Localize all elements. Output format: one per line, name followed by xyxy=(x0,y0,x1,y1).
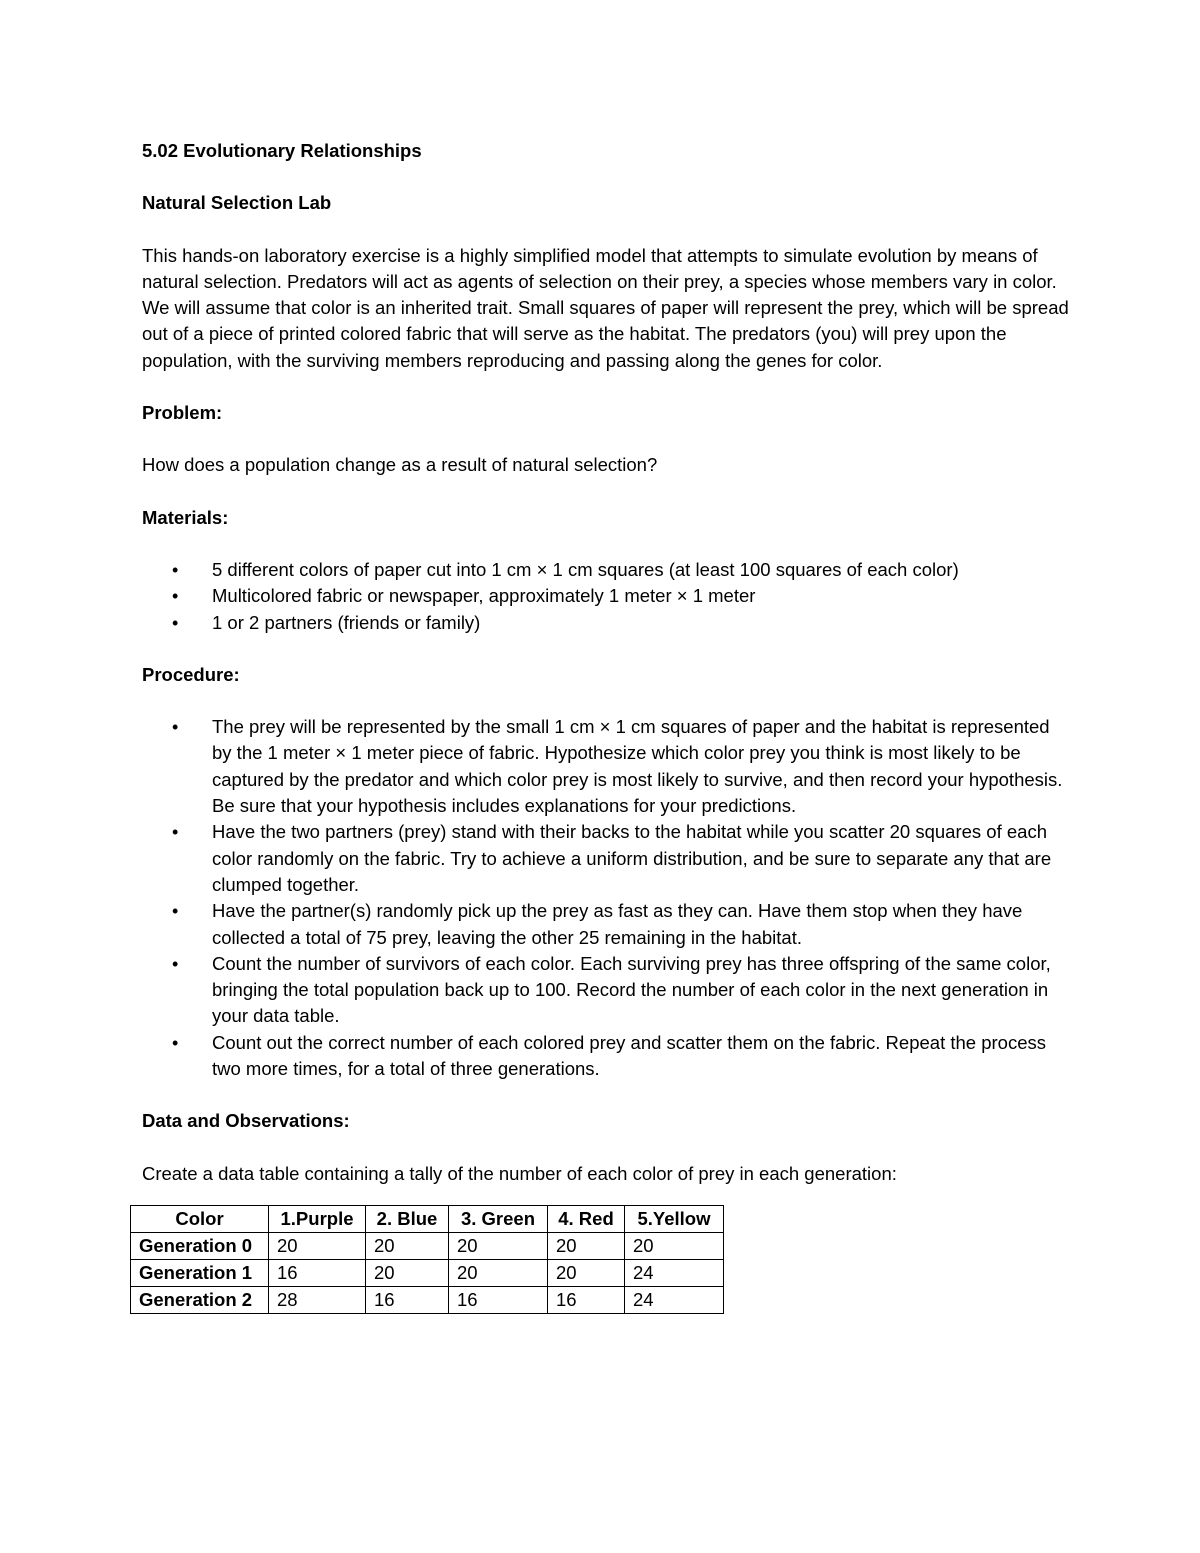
table-header-cell: 1.Purple xyxy=(269,1205,366,1232)
bullet-icon: • xyxy=(172,901,179,922)
data-heading: Data and Observations: xyxy=(142,1110,350,1132)
list-item: • Have the two partners (prey) stand with their backs to the habitat while you scatter 20 squares of each color randomly on the fabric. Try to achieve a uniform distribution, and be sure to separate any that are clumped together. xyxy=(172,821,1052,895)
table-cell: 16 xyxy=(449,1286,548,1313)
procedure-heading: Procedure: xyxy=(142,663,240,685)
problem-heading: Problem: xyxy=(142,402,223,424)
table-cell: 20 xyxy=(366,1232,449,1259)
list-item: • The prey will be represented by the small 1 cm × 1 cm squares of paper and the habitat is represented by the 1 meter × 1 meter piece of fabric. Hypothesize which color prey you think is most likely to be captured by the predator and which color prey is most likely to survive, and then record your hypothesis. Be sure that your hypothesis includes explanations for your predictions. xyxy=(172,716,1063,817)
list-item: • Multicolored fabric or newspaper, approximately 1 meter × 1 meter xyxy=(142,583,1072,609)
table-header-cell: Color xyxy=(131,1205,269,1232)
list-item: • 1 or 2 partners (friends or family) xyxy=(142,610,1072,636)
table-cell: 20 xyxy=(625,1232,724,1259)
document-title: 5.02 Evolutionary Relationships xyxy=(142,140,422,161)
bullet-icon: • xyxy=(172,822,179,843)
row-label: Generation 2 xyxy=(131,1286,269,1313)
table-cell: 28 xyxy=(269,1286,366,1313)
procedure-list xyxy=(142,714,1072,1082)
bullet-icon: • xyxy=(172,586,179,607)
table-cell: 20 xyxy=(449,1259,548,1286)
data-instruction: Create a data table containing a tally of the number of each color of prey in each generation: xyxy=(142,1162,897,1184)
table-cell: 16 xyxy=(269,1259,366,1286)
lab-subtitle: Natural Selection Lab xyxy=(142,192,332,214)
table-cell: 24 xyxy=(625,1286,724,1313)
bullet-icon: • xyxy=(172,1032,179,1053)
bullet-icon: • xyxy=(172,559,179,580)
row-label: Generation 1 xyxy=(131,1259,269,1286)
table-header-cell: 4. Red xyxy=(548,1205,625,1232)
list-item: • 5 different colors of paper cut into 1 cm × 1 cm squares (at least 100 squares of each color) xyxy=(142,557,1072,583)
materials-list xyxy=(142,557,1072,636)
table-header-cell: 5.Yellow xyxy=(625,1205,724,1232)
materials-heading: Materials: xyxy=(142,506,229,528)
table-cell: 20 xyxy=(449,1232,548,1259)
table-cell: 20 xyxy=(548,1232,625,1259)
problem-text: How does a population change as a result of natural selection? xyxy=(142,454,658,476)
table-row xyxy=(131,1259,724,1286)
table-cell: 16 xyxy=(548,1286,625,1313)
list-item: • Count out the correct number of each colored prey and scatter them on the fabric. Repeat the process two more times, for a total of three generations. xyxy=(172,1031,1046,1080)
document-page xyxy=(139,138,1072,1314)
table-cell: 16 xyxy=(366,1286,449,1313)
list-item: • Count the number of survivors of each color. Each surviving prey has three offspring of the same color, bringing the total population back up to 100. Record the number of each color in the next generation in your data table. xyxy=(172,952,1051,1027)
table-header-row xyxy=(131,1205,724,1232)
table-row xyxy=(131,1232,724,1259)
list-item: • Have the partner(s) randomly pick up the prey as fast as they can. Have them stop when they have collected a total of 75 prey, leaving the other 25 remaining in the habitat. xyxy=(172,900,1023,948)
bullet-icon: • xyxy=(172,717,179,738)
table-header-cell: 2. Blue xyxy=(366,1205,449,1232)
table-cell: 20 xyxy=(366,1259,449,1286)
bullet-icon: • xyxy=(172,953,179,974)
intro-paragraph: This hands-on laboratory exercise is a highly simplified model that attempts to simulate evolution by means of natural selection. Predators will act as agents of selection on their prey, a species whose members vary in color. We will assume that color is an inherited trait. Small squares of paper will represent the prey, which will be spread out of a piece of printed colored fabric that will serve as the habitat. The predators (you) will prey upon the population, with the surviving members reproducing and passing along the genes for color. xyxy=(142,244,1069,371)
bullet-icon: • xyxy=(172,612,179,633)
table-cell: 20 xyxy=(548,1259,625,1286)
table-row xyxy=(131,1286,724,1313)
data-table xyxy=(130,1205,724,1314)
table-header-cell: 3. Green xyxy=(449,1205,548,1232)
table-cell: 24 xyxy=(625,1259,724,1286)
row-label: Generation 0 xyxy=(131,1232,269,1259)
table-cell: 20 xyxy=(269,1232,366,1259)
